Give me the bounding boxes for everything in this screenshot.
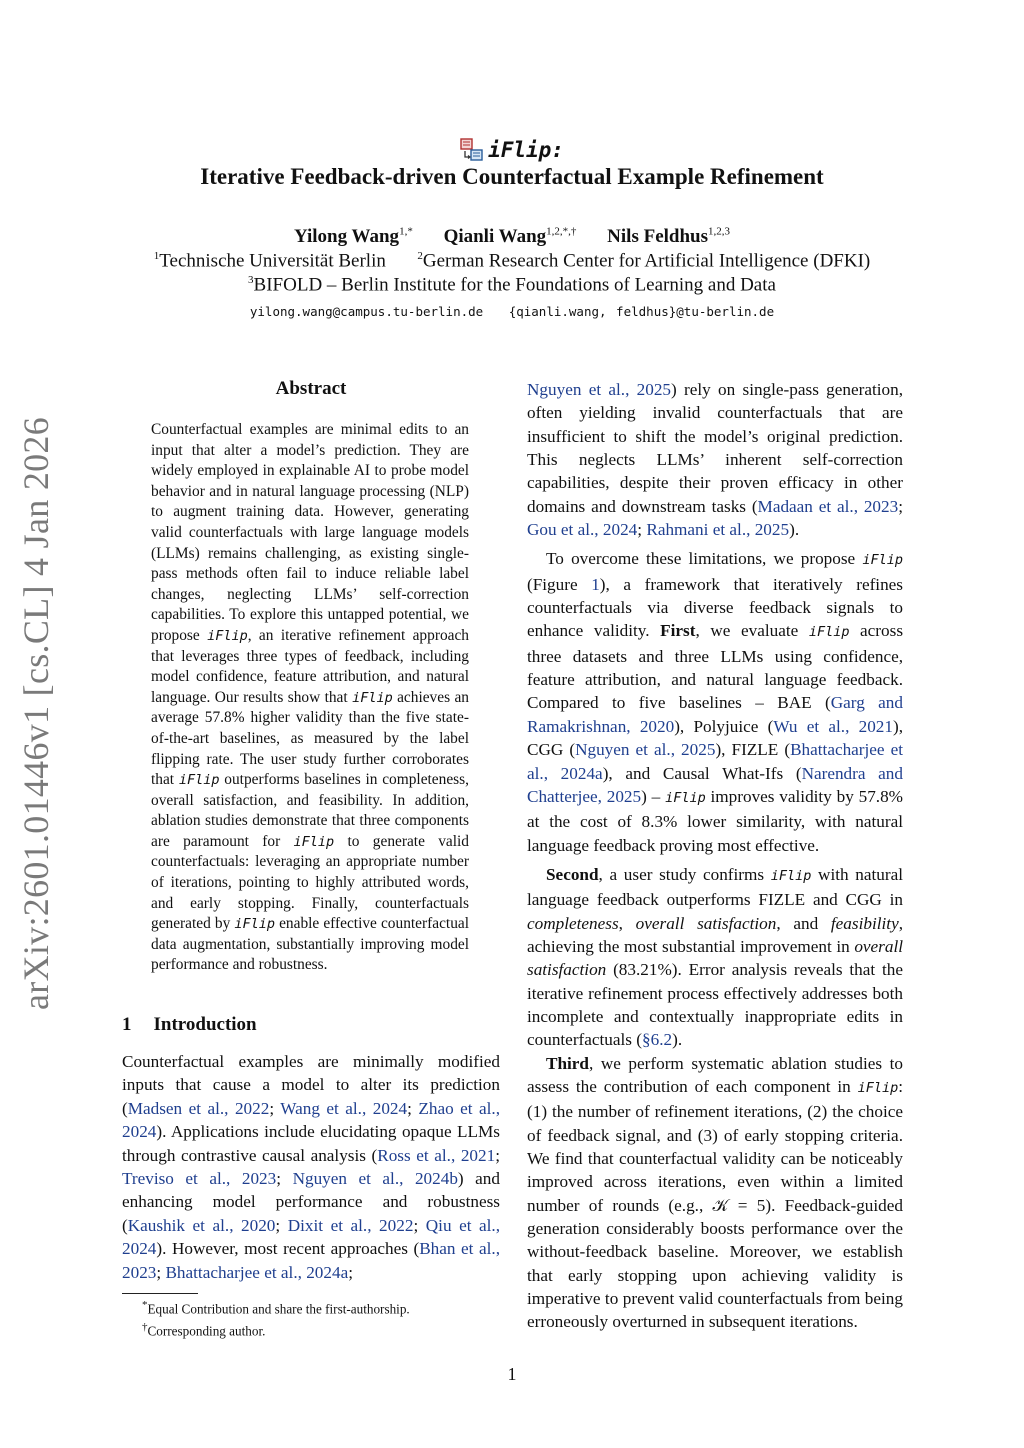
citation-link[interactable]: Gou et al., 2024 xyxy=(527,520,638,540)
citation-link[interactable]: Wang et al., 2024 xyxy=(280,1098,408,1118)
citation-link[interactable]: Nguyen et al., 2024b xyxy=(292,1169,458,1189)
affiliations-line-2: $^3$BIFOLD – Berlin Institute for the Foundations of Learning and Data xyxy=(248,274,776,296)
author-emails xyxy=(0,304,1024,319)
section-heading-introduction: 1 Introduction xyxy=(122,1014,257,1035)
paragraph-user-study: Second, a user study confirms iFlip with natural language feedback outperforms FIZLE and CGG in completeness, overall satisfaction, and feasibility, achieving the most substantial improvement in overall satisfaction (83.21%). Error analysis reveals that the iterative refinement process effectively addresses both incomplete and contextually inappropriate edits in counterfactuals (§6.2). xyxy=(527,864,903,1050)
author-3: Nils Feldhus$^{1,2,3}$ xyxy=(607,226,731,248)
abstract-body: Counterfactual examples are minimal edits to an input that alter a model’s prediction. They are widely employed in explainable AI to probe model behavior and in natural language processing (NLP) to augment training data. However, generating valid counterfactuals with large language models (LLMs) remains challenging, as existing single-pass methods often fail to induce reliable label changes, neglecting LLMs’ self-correction capabilities. To explore this untapped potential, we propose iFlip, an iterative refinement approach that leverages three types of feedback, including model confidence, feature attribution, and natural language. Our results show that iFlip achieves an average 57.8% higher validity than the five state-of-the-art baselines, as measured by the label flipping rate. The user study further corroborates that iFlip outperforms baselines in completeness, overall satisfaction, and feasibility. In addition, ablation studies demonstrate that three components are paramount for iFlip to generate valid counterfactuals: leveraging an appropriate number of iterations, pointing to highly attributed words, and early stopping. Finally, counterfactuals generated by iFlip enable effective counterfactual data augmentation, substantially improving model performance and robustness. xyxy=(151,421,470,974)
footnote-corresponding-author: †Corresponding author. xyxy=(142,1321,266,1339)
footnote-divider xyxy=(122,1293,198,1294)
citation-link[interactable]: Treviso et al., 2023 xyxy=(122,1169,277,1189)
email-2[interactable]: {qianli.wang, feldhus}@tu-berlin.de xyxy=(508,304,775,319)
figure-link[interactable]: 1 xyxy=(591,574,600,594)
section-link[interactable]: §6.2 xyxy=(642,1030,673,1050)
citation-link[interactable]: Garg and Ramakrishnan, 2020 xyxy=(527,693,903,736)
citation-link[interactable]: Madaan et al., 2023 xyxy=(757,496,899,516)
citation-link[interactable]: Bhan et al., 2023 xyxy=(122,1239,500,1282)
author-1: Yilong Wang$^{1,*}$ xyxy=(293,226,413,248)
right-column xyxy=(527,378,903,1334)
author-list xyxy=(0,226,1024,248)
introduction-paragraph: Counterfactual examples are minimally modified inputs that cause a model to alter its prediction (Madsen et al., 2022; Wang et al., 2024; Zhao et al., 2024). Applications include elucidating opaque LLMs through contrastive causal analysis (Ross et al., 2021; Treviso et al., 2023; Nguyen et al., 2024b) and enhancing model performance and robustness (Kaushik et al., 2020; Dixit et al., 2022; Qiu et al., 2024). However, most recent approaches (Bhan et al., 2023; Bhattacharjee et al., 2024a; xyxy=(122,1052,501,1282)
footnote-equal-contribution: *Equal Contribution and share the first-authorship. xyxy=(142,1299,410,1317)
citation-link[interactable]: Qiu et al., 2024 xyxy=(122,1215,500,1259)
paragraph-continuation: Nguyen et al., 2025) rely on single-pass generation, often yielding invalid counterfactuals that are insufficient to shift the model’s original prediction. This neglects LLMs’ inherent self-correction capabilities, despite their proven efficacy in other domains and downstream tasks (Madaan et al., 2023; Gou et al., 2024; Rahmani et al., 2025). xyxy=(527,380,903,540)
affiliations-line-1: $^1$Technische Universität Berlin $^2$German Research Center for Artificial Intelligence (DFKI) xyxy=(153,250,871,272)
arxiv-identifier-stamp: arXiv:2601.01446v1 [cs.CL] 4 Jan 2026 xyxy=(16,416,56,1010)
citation-link[interactable]: Wu et al., 2021 xyxy=(773,716,893,736)
page-number: 1 xyxy=(507,1364,517,1384)
citation-link[interactable]: Bhattacharjee et al., 2024a xyxy=(165,1262,349,1282)
citation-link[interactable]: Bhattacharjee et al., 2024a xyxy=(527,740,904,783)
citation-link[interactable]: Madsen et al., 2022 xyxy=(127,1098,270,1118)
citation-link[interactable]: Dixit et al., 2022 xyxy=(287,1215,414,1235)
citation-link[interactable]: Zhao et al., 2024 xyxy=(122,1098,501,1142)
citation-link[interactable]: Narendra and Chatterjee, 2025 xyxy=(527,763,903,806)
citation-link[interactable]: Nguyen et al., 2025 xyxy=(575,740,716,760)
citation-link[interactable]: Nguyen et al., 2025 xyxy=(527,380,672,399)
abstract-heading: Abstract xyxy=(275,378,347,399)
citation-link[interactable]: Ross et al., 2021 xyxy=(377,1145,496,1165)
paragraph-ablation: Third, we perform systematic ablation studies to assess the contribution of each component in iFlip: (1) the number of refinement iterations, (2) the choice of feedback signal, and (3) of early stopping criteria. We find that counterfactual validity can be noticeably improved across iterations, even within a limited number of rounds (e.g., 𝒦 = 5). Feedback-guided generation considerably boosts performance over the without-feedback baseline. Moreover, we establish that early stopping upon achieving validity is imperative to prevent valid counterfactuals from being erroneously overturned in subsequent iterations. xyxy=(527,1053,903,1332)
method-name: iFlip: xyxy=(488,138,564,162)
citation-link[interactable]: Rahmani et al., 2025 xyxy=(646,520,790,540)
footnotes xyxy=(142,1296,502,1341)
citation-link[interactable]: Kaushik et al., 2020 xyxy=(127,1215,276,1235)
paragraph-proposal: To overcome these limitations, we propose iFlip (Figure 1), a framework that iteratively refines counterfactuals via diverse feedback signals to enhance validity. First, we evaluate iFlip across three datasets and three LLMs using confidence, feature attribution, and natural language feedback. Compared to five baselines – BAE (Garg and Ramakrishnan, 2020), Polyjuice (Wu et al., 2021), CGG (Nguyen et al., 2025), FIZLE (Bhattacharjee et al., 2024a), and Causal What-Ifs (Narendra and Chatterjee, 2025) – iFlip improves validity by 57.8% at the cost of 8.3% lower similarity, with natural language feedback proving most effective. xyxy=(527,549,904,855)
paper-title: Iterative Feedback-driven Counterfactual Example Refinement xyxy=(200,164,824,189)
email-1[interactable]: yilong.wang@campus.tu-berlin.de xyxy=(249,304,484,319)
author-2: Qianli Wang$^{1,2,*,\dagger}$ xyxy=(443,226,577,248)
